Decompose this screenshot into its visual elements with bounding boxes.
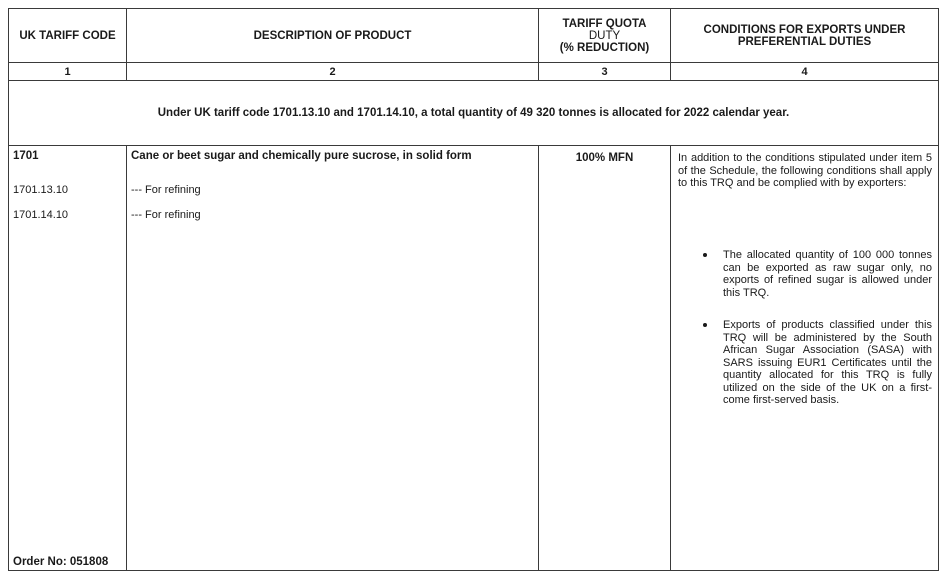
order-number: Order No: 051808 (13, 556, 109, 568)
column-number-4: 4 (671, 63, 939, 81)
list-item (671, 319, 932, 407)
tariff-code-subheading: 1701.13.10 (13, 184, 69, 196)
tariff-schedule-page (8, 8, 938, 570)
column-number-3: 3 (539, 63, 671, 81)
list-item (671, 249, 932, 299)
conditions-bullet-list (671, 249, 932, 427)
column-number-1: 1 (9, 63, 127, 81)
tariff-code-heading: 1701 (13, 150, 39, 162)
column-number-row (9, 63, 939, 81)
product-description-heading: Cane or beet sugar and chemically pure sucrose, in solid form (131, 150, 472, 162)
bullet-icon (703, 323, 707, 327)
table-header-row (9, 9, 939, 63)
list-item-text: Exports of products classified under this TRQ will be administered by the South African Sugar Association (SASA) with SARS issuing EUR1 Certificates until the quantity allocated for this TRQ is fully utilized on the side of the UK on a first-come first-served basis. (723, 319, 932, 406)
tariff-quota-table (8, 8, 939, 571)
tariff-code-subheading: 1701.14.10 (13, 209, 69, 221)
header-description-of-product: DESCRIPTION OF PRODUCT (127, 9, 539, 63)
table-row (9, 146, 939, 571)
product-description-cell (127, 146, 539, 571)
header-tariff-quota-duty: TARIFF QUOTA DUTY (% REDUCTION) (539, 9, 671, 63)
product-description-subitem: --- For refining (131, 209, 201, 221)
list-item-text: The allocated quantity of 100 000 tonnes can be exported as raw sugar only, no exports of refined sugar is allowed under this TRQ. (723, 249, 932, 299)
tariff-code-cell (9, 146, 127, 571)
allocation-banner: Under UK tariff code 1701.13.10 and 1701.14.10, a total quantity of 49 320 tonnes is allocated for 2022 calendar year. (9, 81, 939, 146)
column-number-2: 2 (127, 63, 539, 81)
export-conditions-cell (671, 146, 939, 571)
tariff-quota-duty-cell (539, 146, 671, 571)
allocation-banner-row (9, 81, 939, 146)
product-description-subitem: --- For refining (131, 184, 201, 196)
duty-value: 100% MFN (575, 152, 634, 164)
header-uk-tariff-code: UK TARIFF CODE (9, 9, 127, 63)
conditions-intro: In addition to the conditions stipulated under item 5 of the Schedule, the following conditions shall apply to this TRQ and be complied with by exporters: (678, 152, 932, 189)
header-conditions-for-exports: CONDITIONS FOR EXPORTS UNDER PREFERENTIAL DUTIES (671, 9, 939, 63)
bullet-icon (703, 253, 707, 257)
